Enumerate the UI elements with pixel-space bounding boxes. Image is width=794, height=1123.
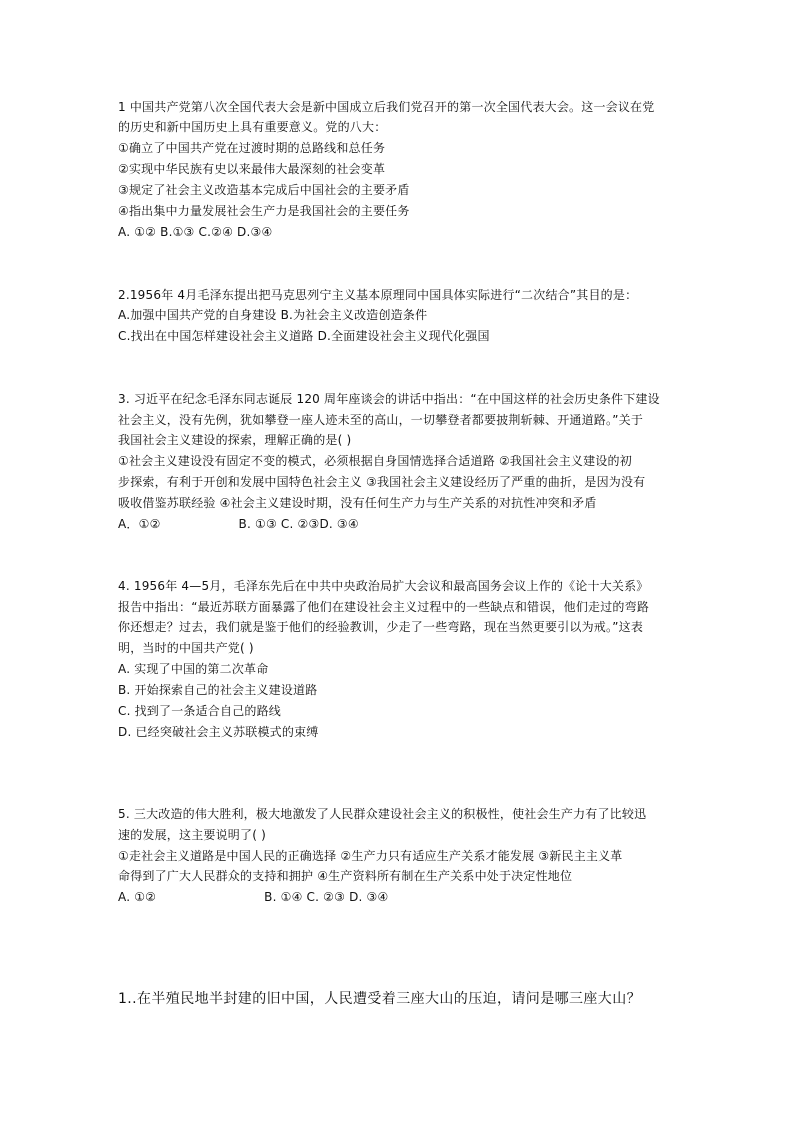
q3-stem-line-1: 3. 习近平在纪念毛泽东同志诞辰 120 周年座谈会的讲话中指出：“在中国这样的社会历史条件下建设 <box>118 392 660 406</box>
q4-stem-line-4: 明，当时的中国共产党( ) <box>118 641 254 655</box>
q3-stem-line-3: 我国社会主义建设的探索，理解正确的是( ) <box>118 433 352 447</box>
q1-answer-choices: A. ①② B.①③ C.②④ D.③④ <box>118 225 273 239</box>
q4-stem-line-1: 4. 1956年 4—5月，毛泽东先后在中共中央政治局扩大会议和最高国务会议上作的《论十大关系》 <box>118 579 649 593</box>
q1-option-2: ②实现中华民族有史以来最伟大最深刻的社会变革 <box>118 162 386 176</box>
q4-option-d: D. 已经突破社会主义苏联模式的束缚 <box>118 725 319 739</box>
q4-stem-line-2: 报告中指出：“最近苏联方面暴露了他们在建设社会主义过程中的一些缺点和错误，他们走过的弯路 <box>118 600 650 614</box>
q5-answer-bcd: B. ①④ C. ②③ D. ③④ <box>264 890 389 904</box>
q5-stem-line-2: 速的发展，这主要说明了( ) <box>118 828 266 842</box>
q3-statements-line-1: ①社会主义建设没有固定不变的模式，必须根据自身国情选择合适道路 ②我国社会主义建设的初 <box>118 454 632 468</box>
q3-stem-line-2: 社会主义，没有先例，犹如攀登一座人迹未至的高山，一切攀登者都要披荆斩棘、开通道路。”关于 <box>118 413 644 427</box>
q2-options-ab: A.加强中国共产党的自身建设 B.为社会主义改造创造条件 <box>118 308 428 322</box>
q5-statements-line-1: ①走社会主义道路是中国人民的正确选择 ②生产力只有适应生产关系才能发展 ③新民主主义革 <box>118 849 623 863</box>
q3-statements-line-2: 步探索，有利于开创和发展中国特色社会主义 ③我国社会主义建设经历了严重的曲折，是因为没有 <box>118 475 646 489</box>
q3-answer-choices <box>118 514 359 534</box>
q3-answer-bcd: B. ①③ C. ②③D. ③④ <box>238 517 359 531</box>
q5-answer-choices <box>118 887 388 907</box>
q1-option-1: ①确立了中国共产党在过渡时期的总路线和总任务 <box>118 141 386 155</box>
q4-option-c: C. 找到了一条适合自己的路线 <box>118 704 282 718</box>
q4-option-b: B. 开始探索自己的社会主义建设道路 <box>118 683 318 697</box>
q4-stem-line-3: 你还想走？过去，我们就是鉴于他们的经验教训，少走了一些弯路，现在当然更要引以为戒。”这表 <box>118 620 644 634</box>
q5-statements-line-2: 命得到了广大人民群众的支持和拥护 ④生产资料所有制在生产关系中处于决定性地位 <box>118 869 573 883</box>
q2-options-cd: C.找出在中国怎样建设社会主义道路 D.全面建设社会主义现代化强国 <box>118 329 490 343</box>
q3-answer-a: A．①② <box>118 517 161 531</box>
q1-stem-line-2: 的历史和新中国历史上具有重要意义。党的八大： <box>118 120 387 134</box>
q5-answer-a: A. ①② <box>118 890 157 904</box>
q1-option-3: ③规定了社会主义改造基本完成后中国社会的主要矛盾 <box>118 183 410 197</box>
q4-option-a: A. 实现了中国的第二次革命 <box>118 662 269 676</box>
q1-option-4: ④指出集中力量发展社会生产力是我国社会的主要任务 <box>118 204 410 218</box>
q1-stem-line-1: 1 中国共产党第八次全国代表大会是新中国成立后我们党召开的第一次全国代表大会。这一会议在党 <box>118 100 655 114</box>
q2-stem: 2.1956年 4月毛泽东提出把马克思列宁主义基本原理同中国具体实际进行“二次结合”其目的是： <box>118 288 638 302</box>
q3-statements-line-3: 吸收借鉴苏联经验 ④社会主义建设时期，没有任何生产力与生产关系的对抗性冲突和矛盾 <box>118 496 597 510</box>
q5-stem-line-1: 5. 三大改造的伟大胜利，极大地激发了人民群众建设社会主义的积极性，使社会生产力有了比较迅 <box>118 807 647 821</box>
short-answer-question-1: 1..在半殖民地半封建的旧中国，人民遭受着三座大山的压迫，请问是哪三座大山？ <box>118 991 642 1007</box>
